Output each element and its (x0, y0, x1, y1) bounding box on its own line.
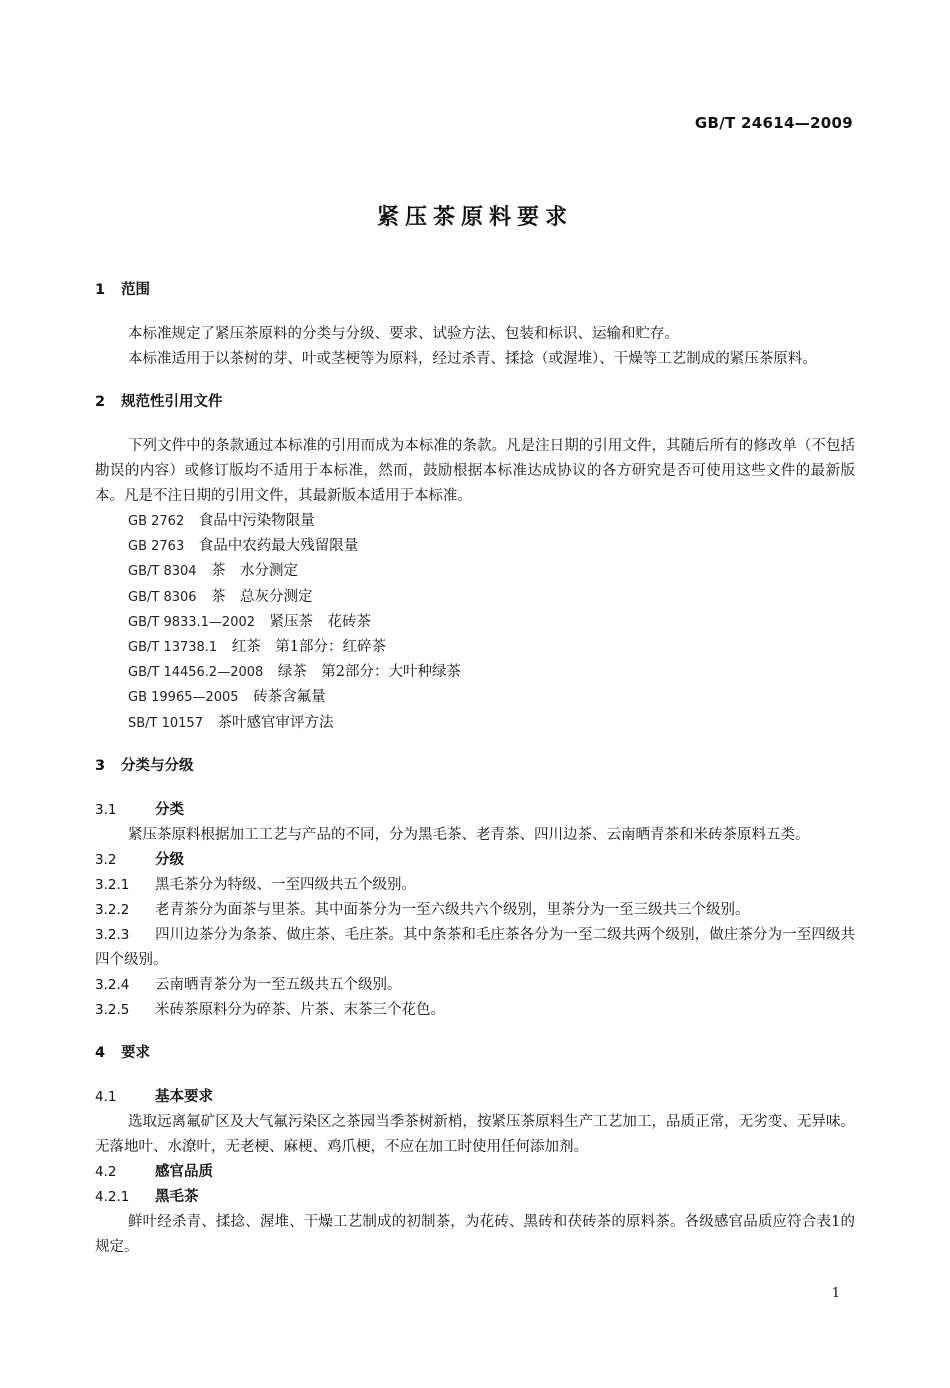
reference-item: GB/T 13738.1 红茶 第1部分：红碎茶 (128, 639, 386, 656)
section-number: 4 (95, 1044, 106, 1061)
section-number: 3 (95, 757, 106, 774)
clause: 3.2.3 四川边茶分为条茶、做庄茶、毛庄茶。其中条茶和毛庄茶各分为一至二级共两个级别，做庄茶分为一至四级共四个级别。 (95, 926, 855, 968)
reference-item: GB/T 8304 茶 水分测定 (128, 563, 299, 580)
paragraph: 鲜叶经杀青、揉捻、渥堆、干燥工艺制成的初制茶，为花砖、黑砖和茯砖茶的原料茶。各级感官品质应符合表1的规定。 (95, 1213, 855, 1255)
subsection-heading: 4.2 感官品质 (95, 1163, 213, 1180)
paragraph: 本标准适用于以茶树的芽、叶或茎梗等为原料，经过杀青、揉捻（或渥堆）、干燥等工艺制成的紧压茶原料。 (128, 351, 817, 367)
paragraph: 选取远离氟矿区及大气氟污染区之茶园当季茶树新梢，按紧压茶原料生产工艺加工，品质正常，无劣变、无异味。无落地叶、水潦叶，无老梗、麻梗、鸡爪梗，不应在加工时使用任何添加剂。 (95, 1113, 855, 1155)
subsection-heading: 3.1 分类 (95, 801, 184, 818)
section-number: 1 (95, 282, 106, 298)
section-heading-2 (95, 392, 855, 412)
paragraph: 本标准规定了紧压茶原料的分类与分级、要求、试验方法、包装和标识、运输和贮存。 (128, 326, 679, 342)
section-number: 2 (95, 394, 106, 410)
standard-code: GB/T 24614—2009 (694, 114, 853, 132)
paragraph: 紧压茶原料根据加工工艺与产品的不同，分为黑毛茶、老青茶、四川边茶、云南晒青茶和米砖茶原料五类。 (128, 826, 810, 843)
section-title: 要求 (121, 1044, 150, 1061)
section-title: 规范性引用文件 (121, 394, 223, 410)
clause: 3.2.2 老青茶分为面茶与里茶。其中面茶分为一至六级共六个级别，里茶分为一至三级共三个级别。 (95, 901, 750, 918)
reference-item: SB/T 10157 茶叶感官审评方法 (128, 714, 334, 731)
clause: 3.2.1 黑毛茶分为特级、一至四级共五个级别。 (95, 876, 416, 893)
paragraph: 下列文件中的条款通过本标准的引用而成为本标准的条款。凡是注日期的引用文件，其随后所有的修改单（不包括勘误的内容）或修订版均不适用于本标准，然而，鼓励根据本标准达成协议的各方研究是否可使用这些文件的最新版本。凡是不注日期的引用文件，其最新版本适用于本标准。 (95, 438, 855, 504)
subsection-heading: 4.2.1 黑毛茶 (95, 1188, 199, 1205)
page-number: 1 (831, 1286, 840, 1301)
section-heading-1 (95, 280, 855, 300)
reference-list (95, 509, 855, 736)
clause: 3.2.4 云南晒青茶分为一至五级共五个级别。 (95, 976, 402, 993)
section-title: 范围 (121, 282, 150, 298)
subsection-heading: 3.2 分级 (95, 851, 184, 868)
section-heading-3 (95, 756, 855, 776)
subsection-heading: 4.1 基本要求 (95, 1088, 213, 1105)
document-title: 紧压茶原料要求 (376, 205, 573, 230)
clause: 3.2.5 米砖茶原料分为碎茶、片茶、末茶三个花色。 (95, 1001, 445, 1018)
section-heading-4 (95, 1043, 855, 1063)
section-title: 分类与分级 (121, 757, 194, 774)
reference-item: GB/T 8306 茶 总灰分测定 (128, 588, 313, 605)
reference-item: GB 2762 食品中污染物限量 (128, 513, 315, 529)
reference-item: GB/T 14456.2—2008 绿茶 第2部分：大叶种绿茶 (128, 664, 462, 681)
reference-item: GB 2763 食品中农药最大残留限量 (128, 538, 359, 555)
reference-item: GB/T 9833.1—2002 紧压茶 花砖茶 (128, 613, 372, 630)
reference-item: GB 19965—2005 砖茶含氟量 (128, 689, 326, 706)
document-body (95, 280, 855, 1260)
